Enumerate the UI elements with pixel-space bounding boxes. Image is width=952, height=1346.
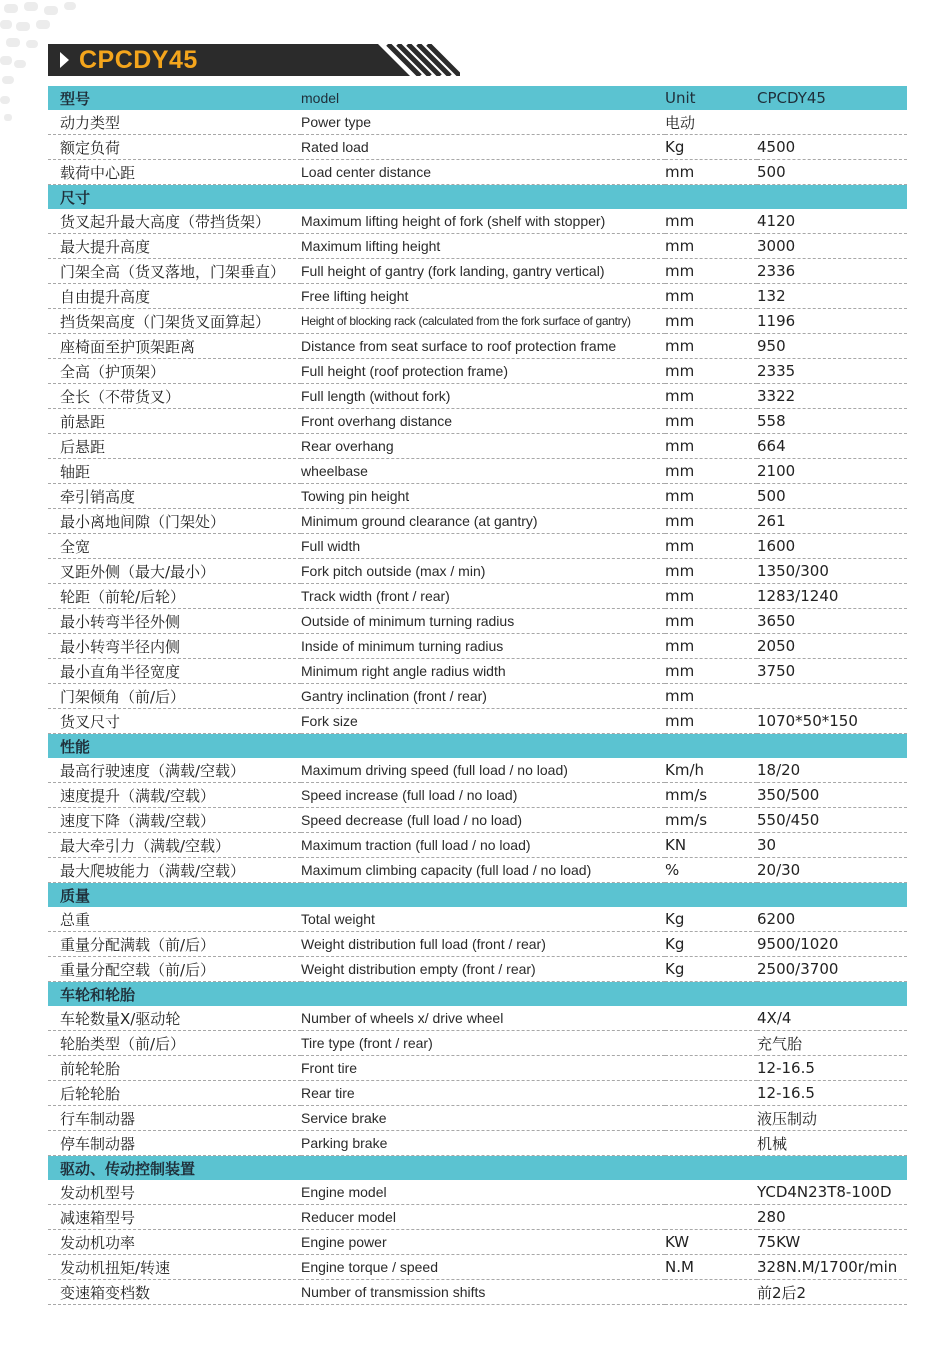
spec-unit	[665, 1056, 757, 1081]
spec-unit: mm	[665, 609, 757, 634]
spec-unit: mm	[665, 634, 757, 659]
spec-value: 2050	[757, 634, 907, 659]
section-header-row	[48, 883, 907, 908]
table-row	[48, 559, 907, 584]
section-header-row	[48, 1156, 907, 1181]
spec-value: 75KW	[757, 1230, 907, 1255]
spec-unit: mm	[665, 259, 757, 284]
spec-value: 558	[757, 409, 907, 434]
table-row	[48, 1056, 907, 1081]
spec-name-cn: 挡货架高度（门架货叉面算起）	[48, 309, 301, 334]
table-row	[48, 1205, 907, 1230]
spec-unit	[665, 1205, 757, 1230]
table-row	[48, 1230, 907, 1255]
spec-value: 2500/3700	[757, 957, 907, 982]
spec-unit: mm	[665, 284, 757, 309]
spec-unit: mm	[665, 684, 757, 709]
spec-name-cn: 最大牵引力（满载/空载）	[48, 833, 301, 858]
spec-value: 30	[757, 833, 907, 858]
spec-unit	[665, 1106, 757, 1131]
spec-name-en: Minimum right angle radius width	[301, 659, 665, 684]
spec-unit: Kg	[665, 932, 757, 957]
table-row	[48, 209, 907, 234]
spec-value: 20/30	[757, 858, 907, 883]
spec-name-cn: 最大提升高度	[48, 234, 301, 259]
spec-name-en: Parking brake	[301, 1131, 665, 1156]
spec-unit: mm	[665, 334, 757, 359]
spec-table	[48, 86, 907, 1305]
spec-name-en: Full height (roof protection frame)	[301, 359, 665, 384]
table-row	[48, 858, 907, 883]
spec-name-en: Outside of minimum turning radius	[301, 609, 665, 634]
spec-name-en: Load center distance	[301, 160, 665, 185]
table-row	[48, 1106, 907, 1131]
spec-unit: Kg	[665, 907, 757, 932]
spec-name-en: Number of wheels x/ drive wheel	[301, 1006, 665, 1031]
spec-unit: mm	[665, 559, 757, 584]
spec-name-cn: 最小直角半径宽度	[48, 659, 301, 684]
spec-name-cn: 牵引销高度	[48, 484, 301, 509]
spec-value: 500	[757, 160, 907, 185]
spec-name-en: Service brake	[301, 1106, 665, 1131]
title-banner	[48, 44, 460, 76]
spec-name-cn: 叉距外侧（最大/最小）	[48, 559, 301, 584]
spec-name-en: Rear overhang	[301, 434, 665, 459]
spec-name-en: Maximum driving speed (full load / no load)	[301, 758, 665, 783]
spec-unit	[665, 1031, 757, 1056]
header-value: CPCDY45	[757, 86, 907, 110]
spec-name-en: Full width	[301, 534, 665, 559]
spec-value: 4500	[757, 135, 907, 160]
spec-name-cn: 全长（不带货叉）	[48, 384, 301, 409]
table-row	[48, 584, 907, 609]
spec-name-en: Number of transmission shifts	[301, 1280, 665, 1305]
table-row	[48, 309, 907, 334]
spec-unit: mm	[665, 534, 757, 559]
spec-name-cn: 速度下降（满载/空载）	[48, 808, 301, 833]
table-row	[48, 110, 907, 135]
table-row	[48, 634, 907, 659]
spec-name-cn: 全宽	[48, 534, 301, 559]
spec-name-en: Weight distribution full load (front / rear)	[301, 932, 665, 957]
spec-unit: mm	[665, 584, 757, 609]
spec-unit: mm	[665, 384, 757, 409]
header-model-cn: 型号	[48, 86, 301, 110]
spec-name-cn: 最小离地间隙（门架处）	[48, 509, 301, 534]
spec-value: 前2后2	[757, 1280, 907, 1305]
spec-value: 280	[757, 1205, 907, 1230]
table-row	[48, 160, 907, 185]
table-row	[48, 484, 907, 509]
table-row	[48, 509, 907, 534]
section-title: 性能	[48, 734, 907, 759]
table-row	[48, 1006, 907, 1031]
spec-unit: mm	[665, 709, 757, 734]
table-row	[48, 434, 907, 459]
spec-name-en: Minimum ground clearance (at gantry)	[301, 509, 665, 534]
spec-name-en: Engine power	[301, 1230, 665, 1255]
spec-value: 充气胎	[757, 1031, 907, 1056]
spec-name-cn: 行车制动器	[48, 1106, 301, 1131]
spec-name-cn: 轴距	[48, 459, 301, 484]
spec-name-cn: 全高（护顶架）	[48, 359, 301, 384]
spec-name-cn: 动力类型	[48, 110, 301, 135]
spec-name-en: Maximum climbing capacity (full load / no load)	[301, 858, 665, 883]
spec-unit	[665, 1006, 757, 1031]
spec-unit: %	[665, 858, 757, 883]
spec-name-cn: 最小转弯半径内侧	[48, 634, 301, 659]
spec-name-en: Speed increase (full load / no load)	[301, 783, 665, 808]
section-title: 质量	[48, 883, 907, 908]
table-row	[48, 409, 907, 434]
spec-name-en: Height of blocking rack (calculated from the fork surface of gantry)	[301, 309, 665, 334]
spec-name-cn: 车轮数量X/驱动轮	[48, 1006, 301, 1031]
spec-name-en: Engine torque / speed	[301, 1255, 665, 1280]
spec-unit: mm/s	[665, 808, 757, 833]
table-row	[48, 758, 907, 783]
spec-value: 2336	[757, 259, 907, 284]
spec-unit: mm	[665, 409, 757, 434]
spec-unit: mm	[665, 209, 757, 234]
spec-name-cn: 速度提升（满载/空载）	[48, 783, 301, 808]
spec-value: 950	[757, 334, 907, 359]
table-row	[48, 833, 907, 858]
spec-name-en: Gantry inclination (front / rear)	[301, 684, 665, 709]
spec-unit: Kg	[665, 135, 757, 160]
spec-name-cn: 轮距（前轮/后轮）	[48, 584, 301, 609]
spec-unit: mm	[665, 160, 757, 185]
spec-unit: mm	[665, 484, 757, 509]
spec-value: 1196	[757, 309, 907, 334]
spec-name-en: Speed decrease (full load / no load)	[301, 808, 665, 833]
spec-value: 3322	[757, 384, 907, 409]
section-header-row	[48, 185, 907, 210]
spec-unit	[665, 1081, 757, 1106]
spec-value: 2335	[757, 359, 907, 384]
spec-value: 328N.M/1700r/min	[757, 1255, 907, 1280]
page-title: CPCDY45	[79, 46, 198, 74]
table-row	[48, 907, 907, 932]
spec-value: 3750	[757, 659, 907, 684]
spec-unit: Kg	[665, 957, 757, 982]
spec-name-cn: 载荷中心距	[48, 160, 301, 185]
header-unit: Unit	[665, 86, 757, 110]
spec-name-en: Maximum lifting height	[301, 234, 665, 259]
table-row	[48, 1180, 907, 1205]
spec-name-en: Track width (front / rear)	[301, 584, 665, 609]
spec-name-en: Distance from seat surface to roof protection frame	[301, 334, 665, 359]
spec-value	[757, 684, 907, 709]
table-row	[48, 609, 907, 634]
spec-name-cn: 后悬距	[48, 434, 301, 459]
table-row	[48, 359, 907, 384]
spec-value: 9500/1020	[757, 932, 907, 957]
table-row	[48, 1280, 907, 1305]
spec-name-cn: 最高行驶速度（满载/空载）	[48, 758, 301, 783]
spec-name-en: Fork size	[301, 709, 665, 734]
spec-name-cn: 货叉起升最大高度（带挡货架）	[48, 209, 301, 234]
spec-unit: Km/h	[665, 758, 757, 783]
spec-name-cn: 座椅面至护顶架距离	[48, 334, 301, 359]
section-header-row	[48, 734, 907, 759]
spec-value: 4120	[757, 209, 907, 234]
spec-name-cn: 发动机扭矩/转速	[48, 1255, 301, 1280]
table-row	[48, 1081, 907, 1106]
spec-value	[757, 110, 907, 135]
spec-name-cn: 重量分配满载（前/后）	[48, 932, 301, 957]
spec-value: 3650	[757, 609, 907, 634]
spec-name-cn: 前轮轮胎	[48, 1056, 301, 1081]
spec-name-cn: 最大爬坡能力（满载/空载）	[48, 858, 301, 883]
spec-unit	[665, 1131, 757, 1156]
spec-name-cn: 货叉尺寸	[48, 709, 301, 734]
table-row	[48, 234, 907, 259]
header-model-en: model	[301, 86, 665, 110]
spec-value: YCD4N23T8-100D	[757, 1180, 907, 1205]
spec-unit	[665, 1280, 757, 1305]
spec-name-en: Fork pitch outside (max / min)	[301, 559, 665, 584]
table-row	[48, 684, 907, 709]
spec-unit: mm	[665, 459, 757, 484]
spec-value: 1350/300	[757, 559, 907, 584]
spec-name-cn: 重量分配空载（前/后）	[48, 957, 301, 982]
table-row	[48, 459, 907, 484]
spec-name-cn: 发动机型号	[48, 1180, 301, 1205]
spec-unit: mm	[665, 659, 757, 684]
spec-name-en: Tire type (front / rear)	[301, 1031, 665, 1056]
spec-value: 18/20	[757, 758, 907, 783]
spec-value: 6200	[757, 907, 907, 932]
spec-unit: mm	[665, 434, 757, 459]
spec-value: 1600	[757, 534, 907, 559]
section-header-row	[48, 982, 907, 1007]
spec-unit: mm	[665, 309, 757, 334]
spec-name-en: Maximum lifting height of fork (shelf with stopper)	[301, 209, 665, 234]
table-row	[48, 1031, 907, 1056]
spec-name-cn: 后轮轮胎	[48, 1081, 301, 1106]
table-row	[48, 957, 907, 982]
spec-name-cn: 自由提升高度	[48, 284, 301, 309]
spec-value: 液压制动	[757, 1106, 907, 1131]
spec-unit: mm	[665, 234, 757, 259]
spec-value: 机械	[757, 1131, 907, 1156]
table-row	[48, 1255, 907, 1280]
spec-value: 4X/4	[757, 1006, 907, 1031]
spec-unit: N.M	[665, 1255, 757, 1280]
table-row	[48, 1131, 907, 1156]
spec-name-en: Reducer model	[301, 1205, 665, 1230]
spec-name-cn: 总重	[48, 907, 301, 932]
section-title: 尺寸	[48, 185, 907, 210]
spec-name-en: Front tire	[301, 1056, 665, 1081]
section-title: 车轮和轮胎	[48, 982, 907, 1007]
spec-name-cn: 发动机功率	[48, 1230, 301, 1255]
spec-name-en: Full length (without fork)	[301, 384, 665, 409]
table-row	[48, 384, 907, 409]
table-row	[48, 534, 907, 559]
spec-name-cn: 额定负荷	[48, 135, 301, 160]
table-row	[48, 259, 907, 284]
spec-unit: mm	[665, 359, 757, 384]
spec-unit: mm/s	[665, 783, 757, 808]
table-row	[48, 659, 907, 684]
spec-value: 1283/1240	[757, 584, 907, 609]
table-row	[48, 783, 907, 808]
spec-value: 2100	[757, 459, 907, 484]
spec-value: 550/450	[757, 808, 907, 833]
spec-name-cn: 最小转弯半径外侧	[48, 609, 301, 634]
spec-unit: KN	[665, 833, 757, 858]
spec-name-cn: 停车制动器	[48, 1131, 301, 1156]
table-row	[48, 709, 907, 734]
spec-name-en: wheelbase	[301, 459, 665, 484]
spec-name-en: Rated load	[301, 135, 665, 160]
spec-value: 350/500	[757, 783, 907, 808]
spec-name-en: Inside of minimum turning radius	[301, 634, 665, 659]
spec-value: 664	[757, 434, 907, 459]
spec-unit: mm	[665, 509, 757, 534]
spec-value: 12-16.5	[757, 1081, 907, 1106]
spec-value: 500	[757, 484, 907, 509]
spec-name-cn: 门架倾角（前/后）	[48, 684, 301, 709]
table-row	[48, 284, 907, 309]
spec-name-en: Engine model	[301, 1180, 665, 1205]
spec-unit	[665, 1180, 757, 1205]
spec-value: 3000	[757, 234, 907, 259]
spec-name-cn: 变速箱变档数	[48, 1280, 301, 1305]
table-row	[48, 135, 907, 160]
spec-value: 12-16.5	[757, 1056, 907, 1081]
spec-name-cn: 门架全高（货叉落地，门架垂直）	[48, 259, 301, 284]
table-row	[48, 932, 907, 957]
spec-name-en: Free lifting height	[301, 284, 665, 309]
spec-unit: 电动	[665, 110, 757, 135]
spec-name-en: Total weight	[301, 907, 665, 932]
spec-value: 261	[757, 509, 907, 534]
spec-name-en: Power type	[301, 110, 665, 135]
spec-name-en: Towing pin height	[301, 484, 665, 509]
spec-name-en: Weight distribution empty (front / rear)	[301, 957, 665, 982]
table-row	[48, 334, 907, 359]
spec-name-cn: 轮胎类型（前/后）	[48, 1031, 301, 1056]
table-header-row	[48, 86, 907, 110]
spec-name-en: Front overhang distance	[301, 409, 665, 434]
spec-name-en: Rear tire	[301, 1081, 665, 1106]
spec-name-en: Maximum traction (full load / no load)	[301, 833, 665, 858]
spec-name-cn: 减速箱型号	[48, 1205, 301, 1230]
spec-name-en: Full height of gantry (fork landing, gantry vertical)	[301, 259, 665, 284]
spec-name-cn: 前悬距	[48, 409, 301, 434]
table-row	[48, 808, 907, 833]
spec-value: 132	[757, 284, 907, 309]
spec-unit: KW	[665, 1230, 757, 1255]
spec-value: 1070*50*150	[757, 709, 907, 734]
section-title: 驱动、传动控制装置	[48, 1156, 907, 1181]
